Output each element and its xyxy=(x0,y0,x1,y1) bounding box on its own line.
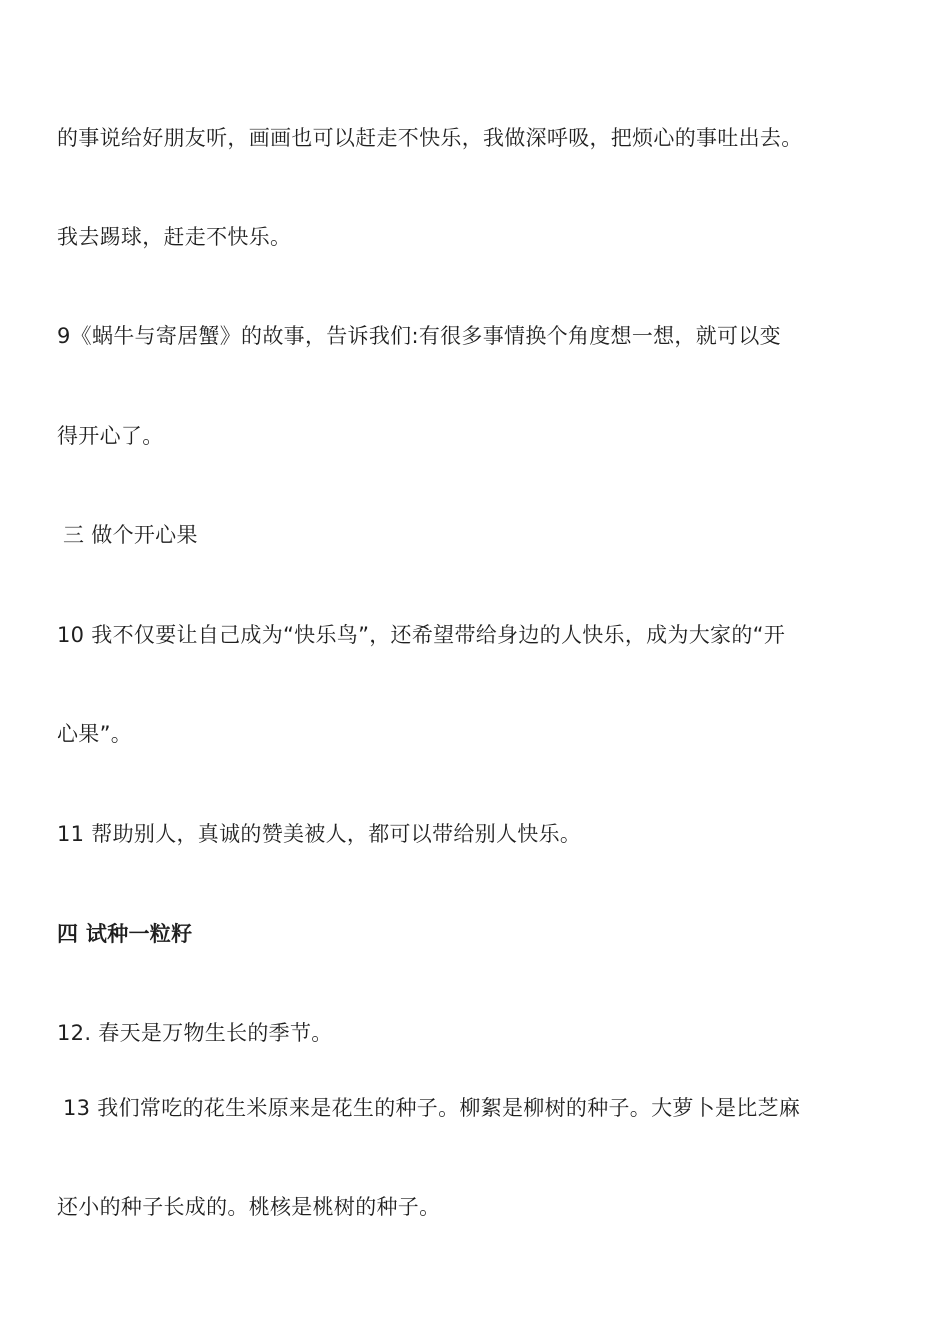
paragraph-line: 心果”。 xyxy=(57,722,133,746)
paragraph-line: 9《蜗牛与寄居蟹》的故事，告诉我们:有很多事情换个角度想一想，就可以变 xyxy=(57,324,781,348)
paragraph-line: 13 我们常吃的花生米原来是花生的种子。柳絮是柳树的种子。大萝卜是比芝麻 xyxy=(63,1096,801,1120)
paragraph-line: 我去踢球，赶走不快乐。 xyxy=(57,225,292,249)
paragraph-line: 还小的种子长成的。桃核是桃树的种子。 xyxy=(57,1195,441,1219)
paragraph-line: 11 帮助别人，真诚的赞美被人，都可以带给别人快乐。 xyxy=(57,822,582,846)
paragraph-line: 的事说给好朋友听，画画也可以赶走不快乐，我做深呼吸，把烦心的事吐出去。 xyxy=(57,126,803,150)
section-heading: 三 做个开心果 xyxy=(63,523,198,547)
paragraph-line: 10 我不仅要让自己成为“快乐鸟”，还希望带给身边的人快乐，成为大家的“开 xyxy=(57,623,786,647)
paragraph-line: 12. 春天是万物生长的季节。 xyxy=(57,1021,333,1045)
section-heading: 四 试种一粒籽 xyxy=(57,922,193,946)
paragraph-line: 得开心了。 xyxy=(57,424,164,448)
